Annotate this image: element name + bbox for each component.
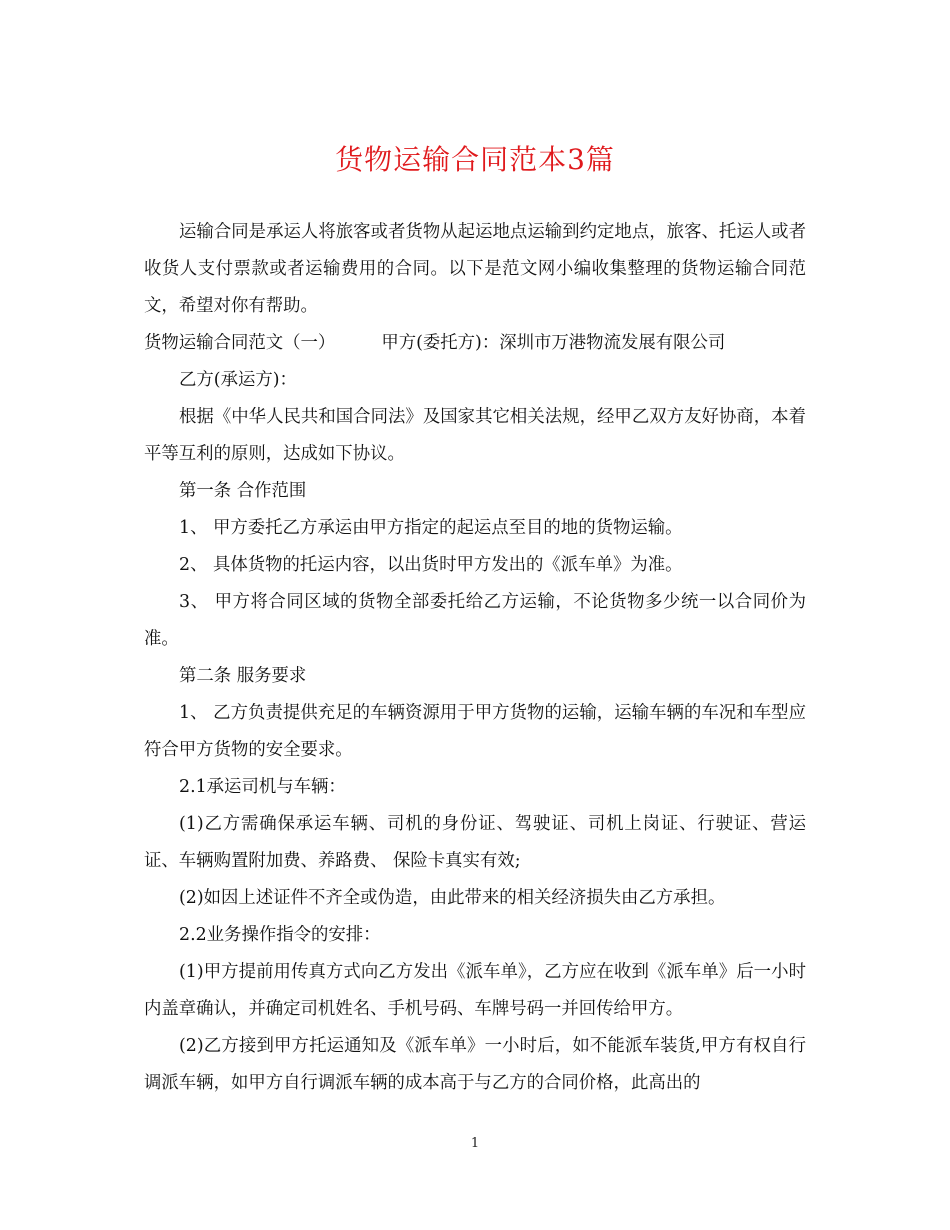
intro-paragraph: 运输合同是承运人将旅客或者货物从起运地点运输到约定地点，旅客、托运人或者收货人支付票款或者运输费用的合同。以下是范文网小编收集整理的货物运输合同范文，希望对你有帮助。 — [144, 222, 806, 316]
article-1-heading: 第一条 合作范围 — [179, 481, 307, 501]
party-b: 乙方(承运方)： — [179, 370, 297, 390]
article-2-item: 1、 乙方负责提供充足的车辆资源用于甲方货物的运输，运输车辆的车况和车型应符合甲方货物的安全要求。 — [144, 703, 806, 760]
article-1-item: 1、 甲方委托乙方承运由甲方指定的起运点至目的地的货物运输。 — [179, 518, 683, 538]
section-heading: 货物运输合同范文（一） — [144, 333, 336, 353]
section-heading-line — [144, 325, 806, 362]
page-number: 1 — [470, 1136, 480, 1151]
article-1-item: 3、 甲方将合同区域的货物全部委托给乙方运输，不论货物多少统一以合同价为准。 — [144, 592, 806, 649]
document-title: 货物运输合同范本3篇 — [335, 143, 615, 176]
party-a: 甲方(委托方)：深圳市万港物流发展有限公司 — [381, 333, 726, 353]
article-2-heading: 第二条 服务要求 — [179, 666, 307, 686]
subsection-2-2-heading: 2.2业务操作指令的安排： — [179, 925, 381, 945]
subsection-2-1-heading: 2.1承运司机与车辆： — [179, 777, 346, 797]
article-1-item: 2、 具体货物的托运内容，以出货时甲方发出的《派车单》为准。 — [179, 555, 683, 575]
subsection-2-2-item: (2)乙方接到甲方托运通知及《派车单》一小时后，如不能派车装货,甲方有权自行调派车辆，如甲方自行调派车辆的成本高于与乙方的合同价格，此高出的 — [144, 1036, 806, 1093]
subsection-2-1-item: (1)乙方需确保承运车辆、司机的身份证、驾驶证、司机上岗证、行驶证、营运证、车辆购置附加费、养路费、 保险卡真实有效; — [144, 814, 806, 871]
subsection-2-2-item: (1)甲方提前用传真方式向乙方发出《派车单》，乙方应在收到《派车单》后一小时内盖章确认，并确定司机姓名、手机号码、车牌号码一并回传给甲方。 — [144, 962, 806, 1019]
preamble-paragraph: 根据《中华人民共和国合同法》及国家其它相关法规，经甲乙双方友好协商，本着平等互利的原则，达成如下协议。 — [144, 407, 806, 464]
document-body — [144, 214, 806, 1102]
subsection-2-1-item: (2)如因上述证件不齐全或伪造，由此带来的相关经济损失由乙方承担。 — [179, 888, 726, 908]
